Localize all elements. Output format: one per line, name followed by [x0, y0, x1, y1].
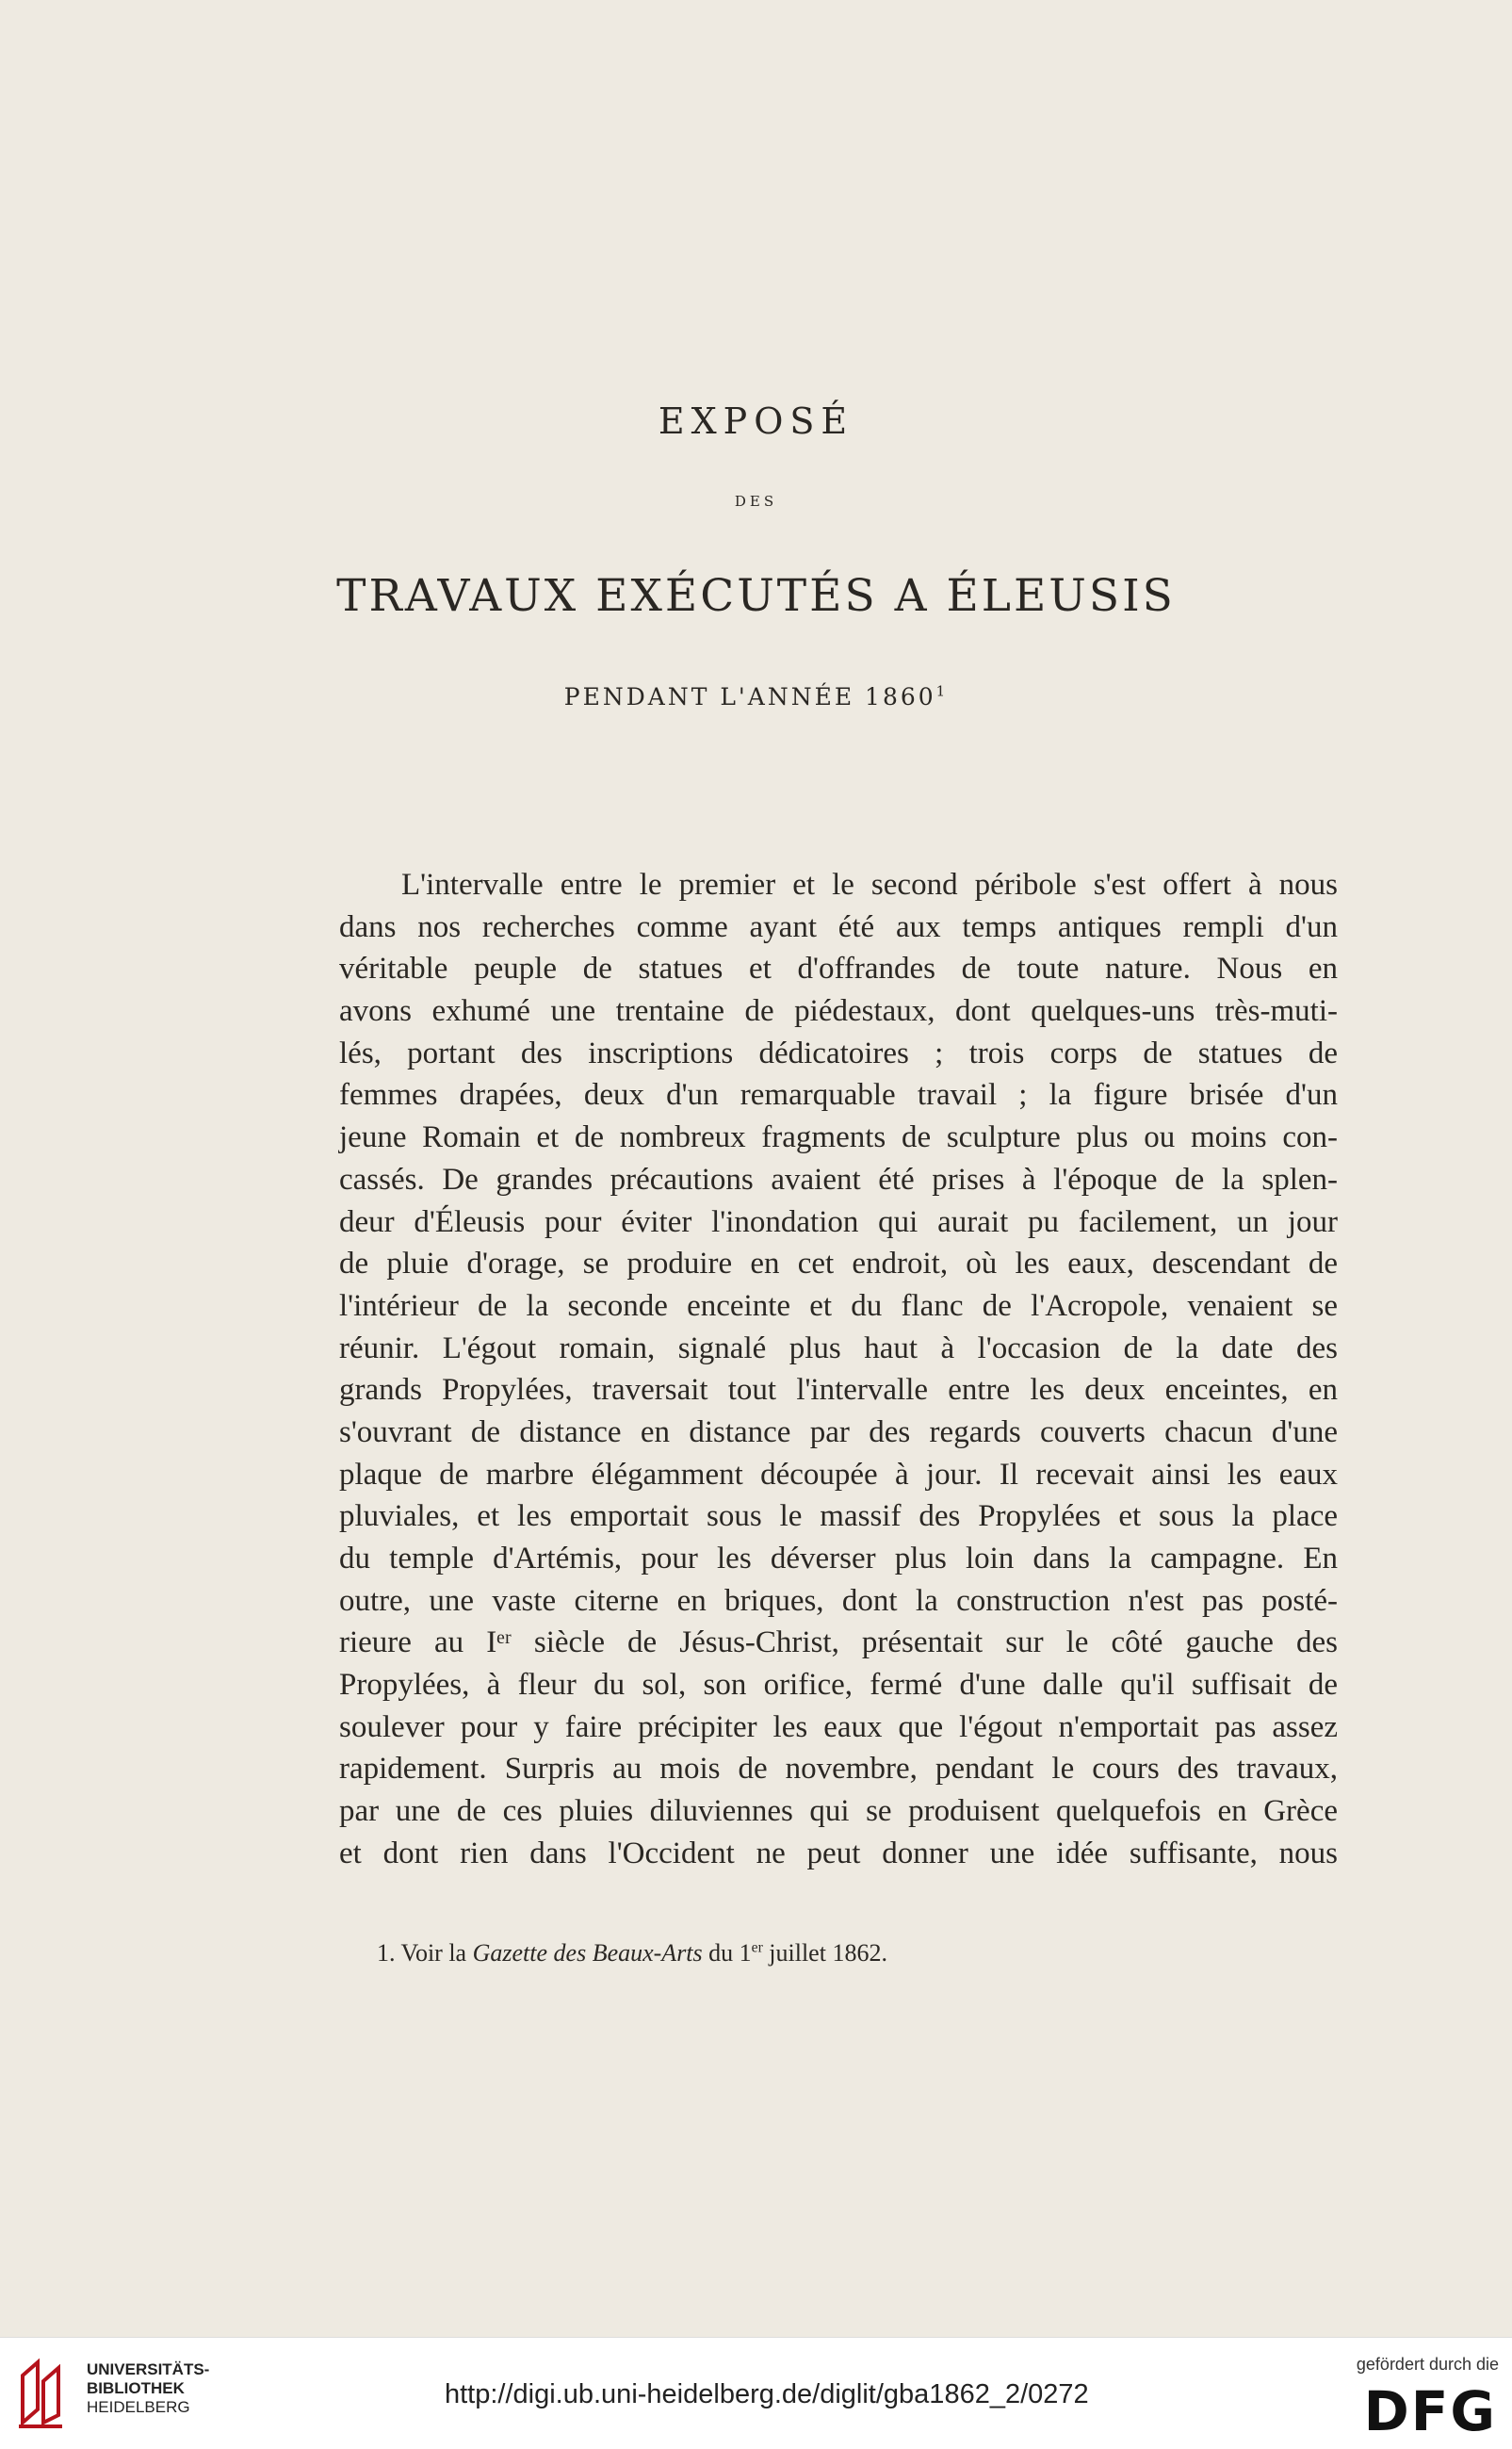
- footnote-prefix: Voir la: [400, 1939, 467, 1967]
- library-name-line1: UNIVERSITÄTS-: [87, 2360, 210, 2378]
- body-line: Propylées, à fleur du sol, son orifice, fermé d'une dalle qu'il suffisait de: [339, 1668, 1338, 1703]
- body-line: plaque de marbre élégamment découpée à jour. Il recevait ainsi les eaux: [339, 1457, 1338, 1492]
- body-line: avons exhumé une trentaine de piédestaux, dont quelques-uns très-muti-: [339, 994, 1338, 1029]
- body-line: du temple d'Artémis, pour les déverser plus loin dans la campagne. En: [339, 1542, 1338, 1576]
- body-line: cassés. De grandes précautions avaient été prises à l'époque de la splen-: [339, 1162, 1338, 1197]
- dfg-logo: DFG: [1363, 2379, 1497, 2443]
- library-logo-icon: [17, 2357, 66, 2428]
- body-line: véritable peuple de statues et d'offrandes de toute nature. Nous en: [339, 952, 1338, 987]
- footnote-date-sup: er: [751, 1939, 763, 1956]
- body-line: réunir. L'égout romain, signalé plus haut à l'occasion de la date des: [339, 1331, 1338, 1365]
- subtitle: [0, 683, 1512, 710]
- library-name-line3: HEIDELBERG: [87, 2398, 190, 2416]
- body-line: outre, une vaste citerne en briques, dont la construction n'est pas posté-: [339, 1583, 1338, 1618]
- footnote-number: 1.: [377, 1939, 396, 1967]
- body-text: [339, 864, 1338, 1875]
- body-line: lés, portant des inscriptions dédicatoires ; trois corps de statues de: [339, 1036, 1338, 1070]
- footnote: [377, 1939, 887, 1967]
- body-line: par une de ces pluies diluviennes qui se produisent quelquefois en Grèce: [339, 1794, 1338, 1829]
- subtitle-text: PENDANT L'ANNÉE 1860: [563, 683, 936, 710]
- body-line: soulever pour y faire précipiter les eaux que l'égout n'emportait pas assez: [339, 1709, 1338, 1744]
- footnote-journal: Gazette des Beaux-Arts: [472, 1939, 703, 1967]
- body-line: pluviales, et les emportait sous le massif des Propylées et sous la place: [339, 1499, 1338, 1534]
- body-line: jeune Romain et de nombreux fragments de sculpture plus ou moins con-: [339, 1120, 1338, 1155]
- body-line: deur d'Éleusis pour éviter l'inondation qui aurait pu facilement, un jour: [339, 1204, 1338, 1239]
- body-line: l'intérieur de la seconde enceinte et du flanc de l'Acropole, venaient se: [339, 1288, 1338, 1323]
- funding-text: gefördert durch die: [1356, 2355, 1499, 2374]
- body-line: rapidement. Surpris au mois de novembre, pendant le cours des travaux,: [339, 1752, 1338, 1787]
- library-name: [87, 2360, 209, 2417]
- body-line: et dont rien dans l'Occident ne peut donner une idée suffisante, nous: [339, 1836, 1338, 1870]
- body-line: dans nos recherches comme ayant été aux temps antiques rempli d'un: [339, 909, 1338, 944]
- body-line: de pluie d'orage, se produire en cet endroit, où les eaux, descendant de: [339, 1247, 1338, 1282]
- body-line: grands Propylées, traversait tout l'intervalle entre les deux enceintes, en: [339, 1373, 1338, 1408]
- footnote-date-day: du 1: [708, 1939, 752, 1967]
- title-expose: EXPOSÉ: [658, 400, 854, 442]
- footnote-date-rest: juillet 1862.: [769, 1939, 887, 1967]
- body-line: L'intervalle entre le premier et le second péribole s'est offert à nous: [401, 868, 1338, 902]
- library-name-line2: BIBLIOTHEK: [87, 2379, 185, 2397]
- body-line: rieure au Iᵉʳ siècle de Jésus-Christ, présentait sur le côté gauche des: [339, 1625, 1338, 1660]
- title-des: DES: [734, 493, 778, 510]
- footer-bar: [0, 2337, 1512, 2449]
- permalink-url[interactable]: http://digi.ub.uni-heidelberg.de/diglit/gba1862_2/0272: [445, 2379, 1089, 2409]
- body-line: s'ouvrant de distance en distance par des regards couverts chacun d'une: [339, 1414, 1338, 1449]
- body-line: femmes drapées, deux d'un remarquable travail ; la figure brisée d'un: [339, 1078, 1338, 1113]
- footnote-marker: 1: [935, 682, 949, 700]
- main-title: TRAVAUX EXÉCUTÉS A ÉLEUSIS: [336, 570, 1176, 622]
